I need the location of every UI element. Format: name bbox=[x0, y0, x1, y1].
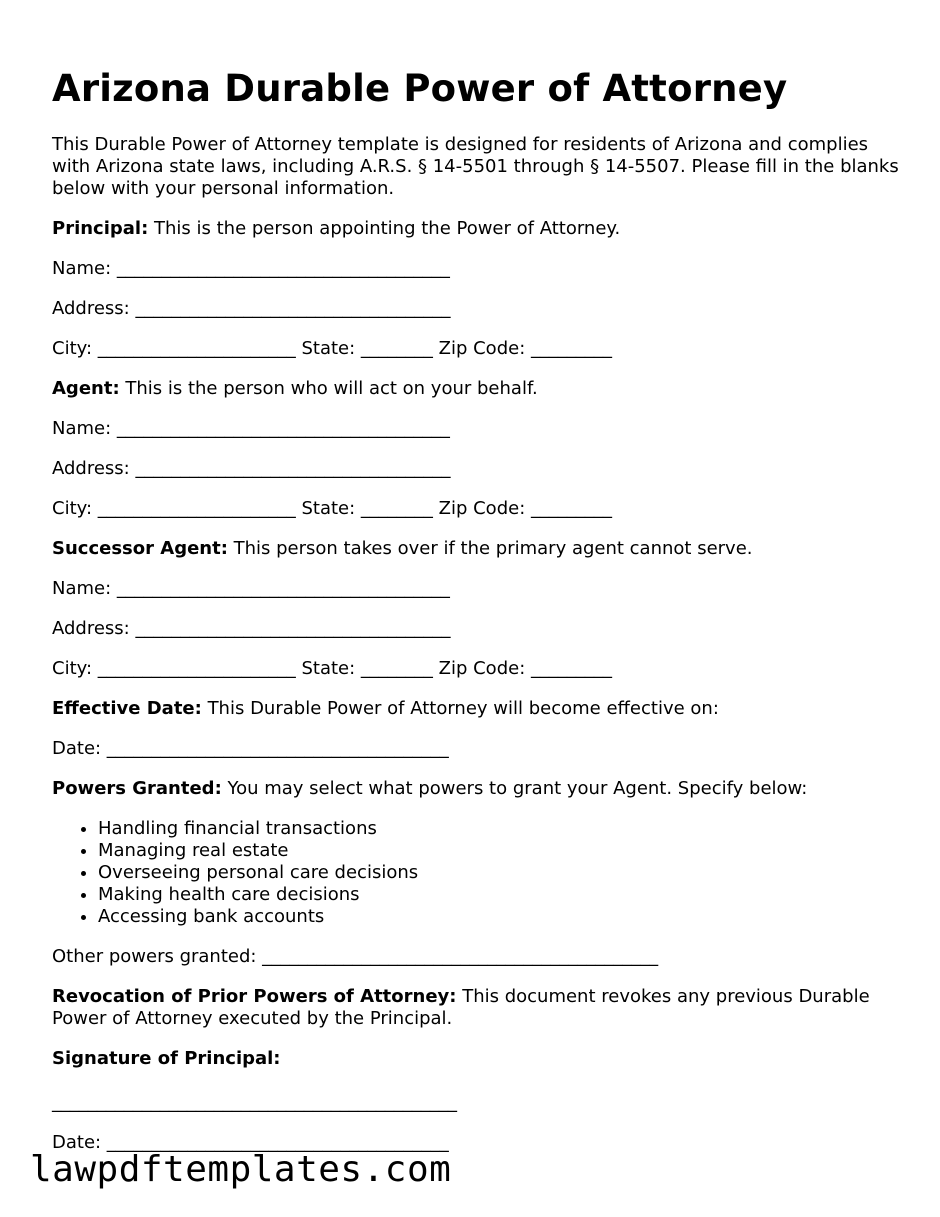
effective-date-label: Effective Date: bbox=[52, 698, 202, 719]
agent-name-field[interactable]: Name: _____________________________________ bbox=[52, 418, 450, 439]
successor-city-state-zip-field[interactable]: City: ______________________ State: ________ Zip Code: _________ bbox=[52, 658, 612, 679]
signature-heading bbox=[52, 1048, 902, 1070]
intro-paragraph: This Durable Power of Attorney template is designed for residents of Arizona and complies with Arizona state laws, including A.R.S. § 14-5501 through § 14-5507. Please fill in the blanks below with your personal information. bbox=[52, 134, 899, 199]
principal-section-heading bbox=[52, 218, 902, 240]
document-title: Arizona Durable Power of Attorney bbox=[52, 67, 788, 110]
signature-label: Signature of Principal: bbox=[52, 1048, 281, 1069]
list-item: • Managing real estate bbox=[98, 840, 902, 862]
principal-description: This is the person appointing the Power of Attorney. bbox=[148, 218, 621, 239]
list-item: • Accessing bank accounts bbox=[98, 906, 902, 928]
principal-city-state-zip-field[interactable]: City: ______________________ State: ________ Zip Code: _________ bbox=[52, 338, 612, 359]
successor-address-field[interactable]: Address: ___________________________________ bbox=[52, 618, 451, 639]
agent-section-heading bbox=[52, 378, 902, 400]
principal-name-field[interactable]: Name: _____________________________________ bbox=[52, 258, 450, 279]
effective-date-description: This Durable Power of Attorney will become effective on: bbox=[201, 698, 719, 719]
agent-address-field[interactable]: Address: ___________________________________ bbox=[52, 458, 451, 479]
powers-granted-description: You may select what powers to grant your Agent. Specify below: bbox=[221, 778, 808, 799]
agent-city-state-zip-field[interactable]: City: ______________________ State: ________ Zip Code: _________ bbox=[52, 498, 612, 519]
powers-granted-heading bbox=[52, 778, 902, 800]
list-item: • Handling financial transactions bbox=[98, 818, 902, 840]
watermark-text: lawpdftemplates.com bbox=[30, 1149, 452, 1190]
agent-label: Agent: bbox=[52, 378, 120, 399]
revocation-paragraph bbox=[52, 986, 902, 1030]
principal-label: Principal: bbox=[52, 218, 149, 239]
agent-description: This is the person who will act on your behalf. bbox=[119, 378, 538, 399]
successor-label: Successor Agent: bbox=[52, 538, 228, 559]
successor-name-field[interactable]: Name: _____________________________________ bbox=[52, 578, 450, 599]
list-item: • Making health care decisions bbox=[98, 884, 902, 906]
list-item: • Overseeing personal care decisions bbox=[98, 862, 902, 884]
revocation-description: This document revokes any previous Durable Power of Attorney executed by the Principal. bbox=[52, 986, 870, 1029]
principal-address-field[interactable]: Address: ___________________________________ bbox=[52, 298, 451, 319]
other-powers-field[interactable]: Other powers granted: ____________________________________________ bbox=[52, 946, 659, 967]
successor-section-heading bbox=[52, 538, 902, 560]
document-page bbox=[52, 64, 902, 1172]
signature-field[interactable]: _____________________________________________ bbox=[52, 1092, 457, 1113]
powers-list bbox=[52, 818, 902, 928]
effective-date-field[interactable]: Date: ______________________________________ bbox=[52, 738, 449, 759]
revocation-label: Revocation of Prior Powers of Attorney: bbox=[52, 986, 457, 1007]
powers-granted-label: Powers Granted: bbox=[52, 778, 222, 799]
successor-description: This person takes over if the primary agent cannot serve. bbox=[227, 538, 753, 559]
effective-date-heading bbox=[52, 698, 902, 720]
signature-date-field[interactable]: Date: ______________________________________ bbox=[52, 1132, 449, 1153]
